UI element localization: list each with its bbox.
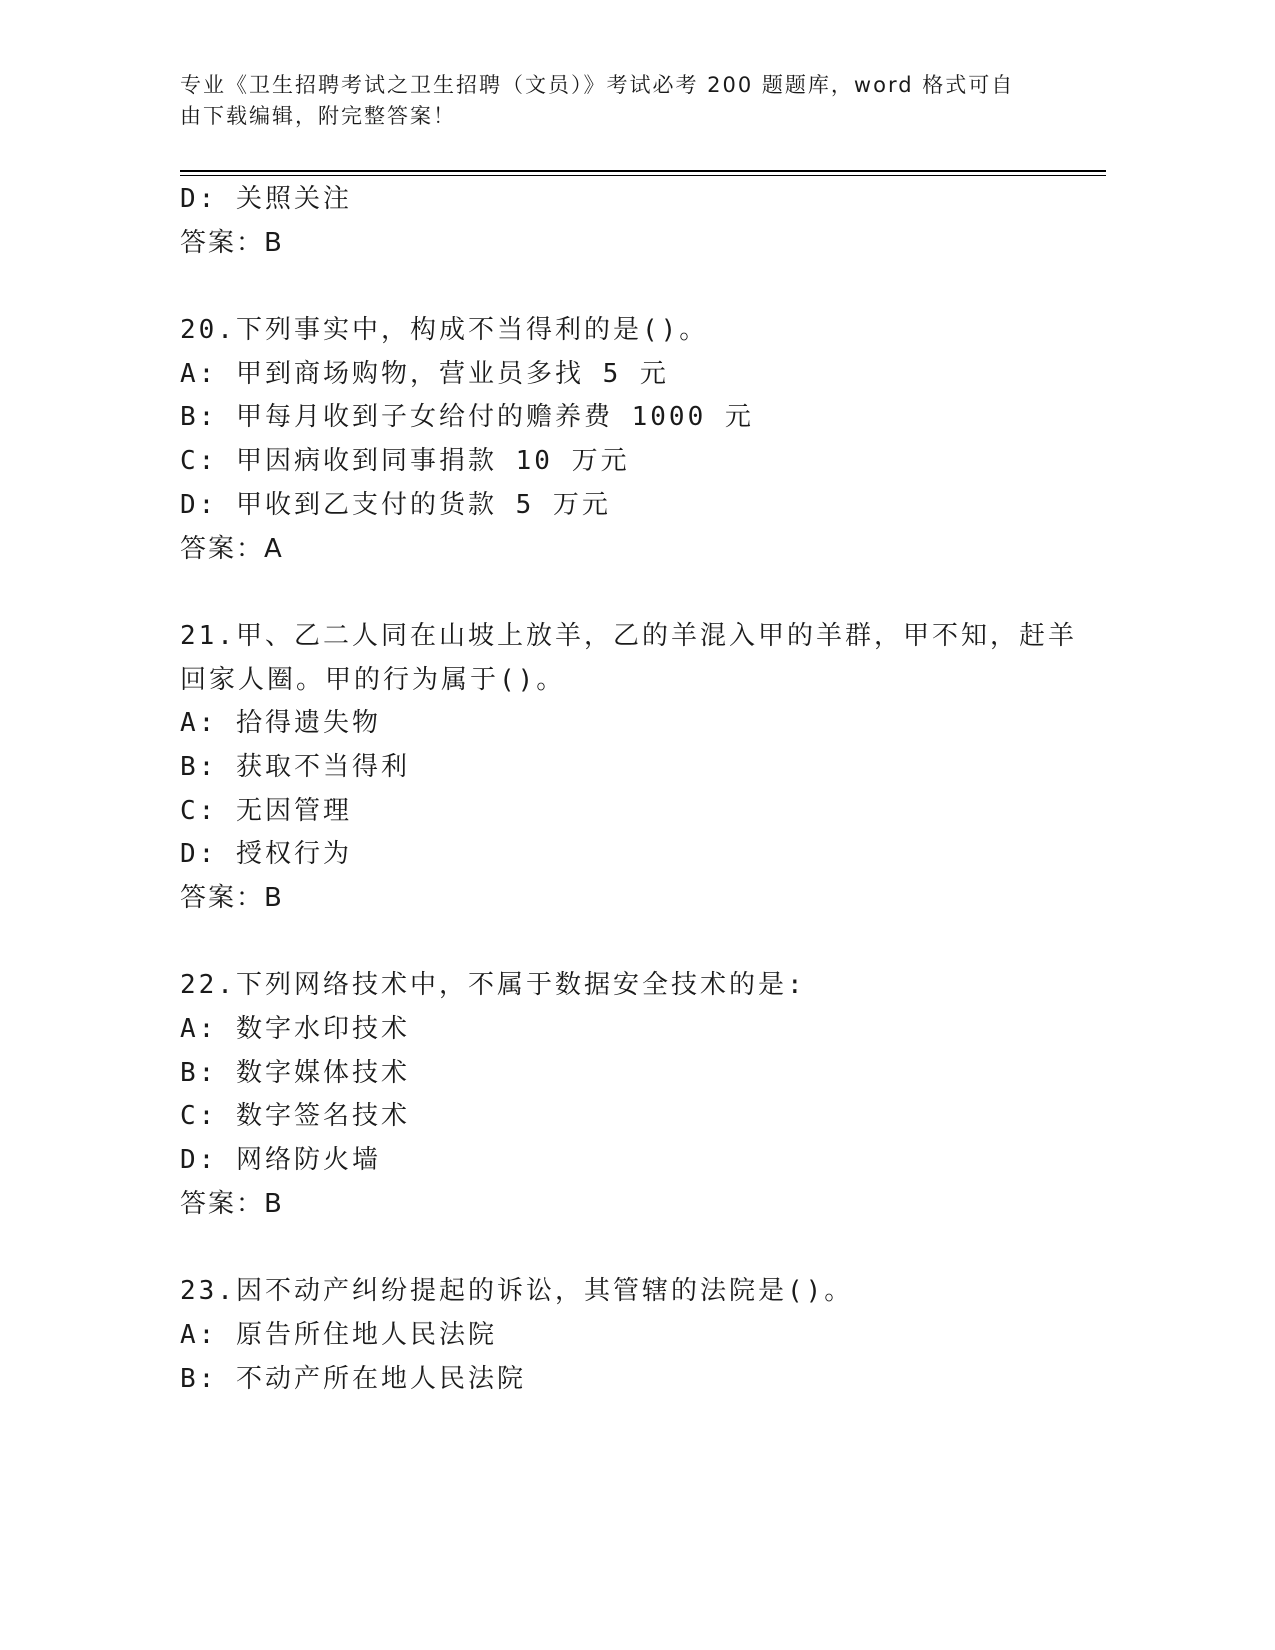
question-20: [180, 309, 1080, 571]
answer-line: 答案：B: [180, 1188, 284, 1219]
answer-line: 答案：B: [180, 883, 284, 913]
answer-line: 答案：B: [180, 227, 284, 258]
question-22: [180, 964, 1080, 1226]
spacer: [180, 571, 1080, 615]
previous-question-fragment: [180, 178, 1080, 265]
question-stem: 21.甲、乙二人同在山坡上放羊，乙的羊混入甲的羊群，甲不知，赶羊: [180, 620, 1077, 651]
option-a: A: 拾得遗失物: [180, 708, 381, 739]
spacer: [180, 921, 1080, 965]
option-a: A: 数字水印技术: [180, 1014, 410, 1045]
option-b: B: 甲每月收到子女给付的赡养费 1000 元: [180, 402, 754, 433]
option-c: C: 甲因病收到同事捐款 10 万元: [180, 446, 630, 477]
question-23: [180, 1270, 1080, 1401]
header-divider-thick: [180, 170, 1106, 172]
option-c: C: 数字签名技术: [180, 1101, 410, 1132]
header-divider-thin: [180, 175, 1106, 176]
option-a: A: 原告所住地人民法院: [180, 1319, 497, 1350]
spacer: [180, 265, 1080, 309]
option-d: D: 甲收到乙支付的货款 5 万元: [180, 489, 611, 520]
document-header: [180, 70, 1060, 132]
option-d: D: 关照关注: [180, 184, 352, 214]
question-stem: 23.因不动产纠纷提起的诉讼，其管辖的法院是()。: [180, 1276, 854, 1307]
question-21: [180, 615, 1080, 921]
header-line-2: 由下载编辑，附完整答案！: [180, 104, 456, 128]
option-d: D: 授权行为: [180, 839, 352, 870]
spacer: [180, 1227, 1080, 1271]
question-stem-continued: 回家人圈。甲的行为属于()。: [180, 664, 566, 695]
option-b: B: 获取不当得利: [180, 751, 410, 782]
question-stem: 20.下列事实中，构成不当得利的是()。: [180, 315, 709, 346]
answer-line: 答案：A: [180, 533, 284, 564]
question-list: [180, 178, 1080, 1401]
option-a: A: 甲到商场购物，营业员多找 5 元: [180, 358, 669, 389]
option-b: B: 数字媒体技术: [180, 1057, 410, 1088]
question-stem: 22.下列网络技术中，不属于数据安全技术的是:: [180, 970, 806, 1001]
option-b: B: 不动产所在地人民法院: [180, 1363, 526, 1394]
option-d: D: 网络防火墙: [180, 1145, 381, 1176]
option-c: C: 无因管理: [180, 795, 352, 826]
header-line-1: 专业《卫生招聘考试之卫生招聘（文员）》考试必考 200 题题库，word 格式可自: [180, 73, 1015, 97]
